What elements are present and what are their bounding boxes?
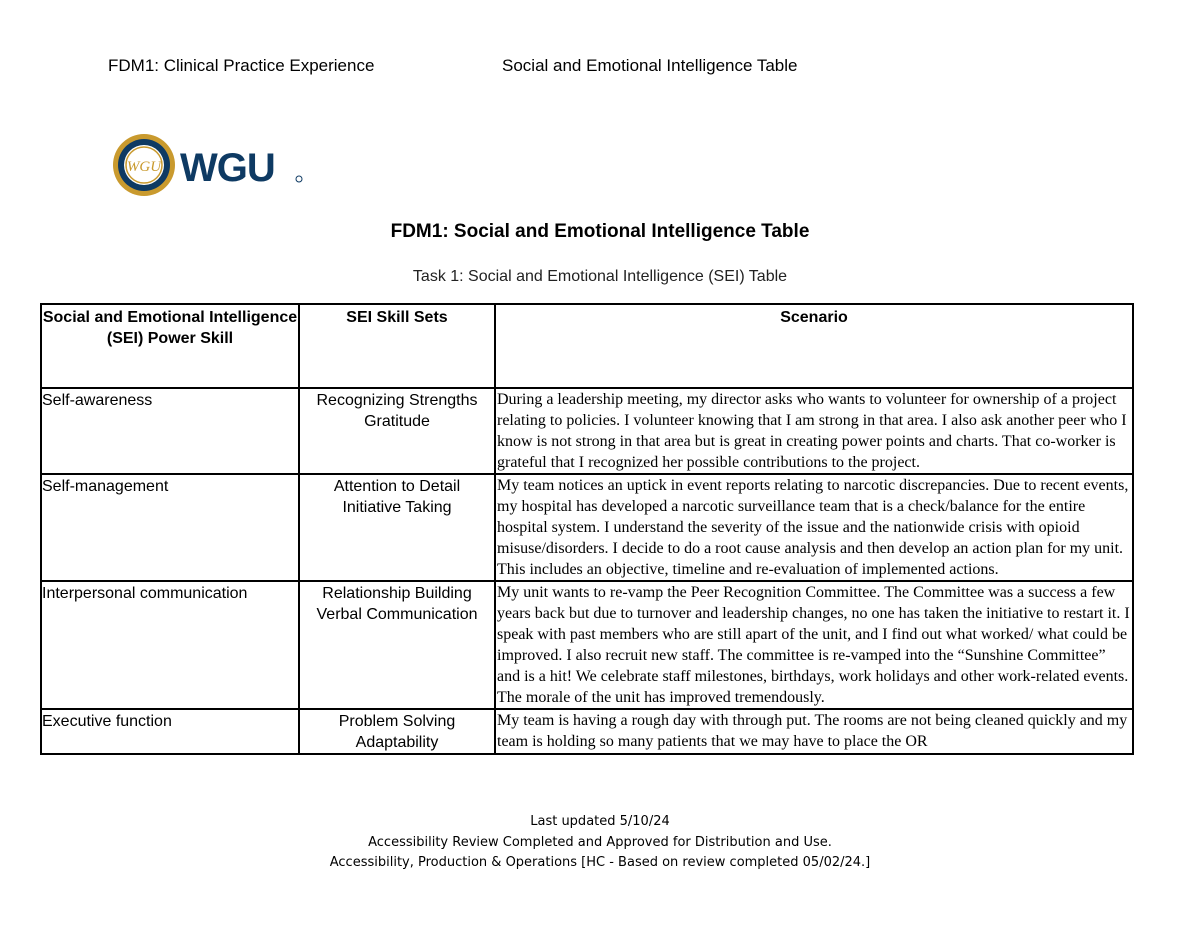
page-subtitle: Task 1: Social and Emotional Intelligence (SEI) Table — [412, 268, 788, 285]
table-row — [41, 474, 1133, 581]
skill-item: Attention to Detail — [333, 478, 461, 495]
skill-item: Relationship Building — [322, 585, 472, 602]
table-row — [41, 581, 1133, 709]
table-row — [41, 388, 1133, 474]
footer-last-updated: Last updated 5/10/24 — [530, 814, 670, 829]
table-header-row — [41, 304, 1133, 388]
wgu-logo — [112, 133, 308, 197]
skill-item: Verbal Communication — [316, 606, 478, 623]
header-course-title: FDM1: Clinical Practice Experience — [108, 56, 375, 75]
header-document-title: Social and Emotional Intelligence Table — [502, 56, 798, 75]
scenario-cell — [495, 709, 1133, 754]
page-title: FDM1: Social and Emotional Intelligence Table — [390, 221, 810, 242]
table-row — [41, 709, 1133, 754]
skill-item: Gratitude — [364, 413, 430, 430]
power-skill-cell: Executive function — [41, 709, 299, 754]
scenario-cell: My unit wants to re-vamp the Peer Recognition Committee. The Committee was a success a few years back but due to turnover and leadership changes, no one has taken the initiative to restart it. I speak with past members who are still apart of the unit, and I find out what worked/ what could be improved. I also recruit new staff. The committee is re-vamped into the “Sunshine Committee” and is a hit! We celebrate staff milestones, birthdays, work holidays and other work-related events. The morale of the unit has improved tremendously. — [495, 581, 1133, 709]
skill-item: Adaptability — [355, 734, 439, 751]
scenario-cell: During a leadership meeting, my director asks who wants to volunteer for ownership of a project relating to policies. I volunteer knowing that I am strong in that area. I also ask another peer who I know is not strong in that area but is great in creating power points and charts. That co-worker is grateful that I recognized her possible contributions to the project. — [495, 388, 1133, 474]
footer-accessibility: Accessibility Review Completed and Approved for Distribution and Use. — [368, 835, 832, 850]
header-power-skill: Social and Emotional Intelligence (SEI) Power Skill — [41, 304, 299, 388]
power-skill-cell: Self-awareness — [41, 388, 299, 474]
skill-item: Initiative Taking — [342, 499, 452, 516]
scenario-cell: My team notices an uptick in event reports relating to narcotic discrepancies. Due to recent events, my hospital has developed a narcotic surveillance team that is a check/balance for the entire hospital system. I understand the severity of the issue and the nationwide crisis with opioid misuse/disorders. I decide to do a root cause analysis and then develop an action plan for my unit. This includes an objective, timeline and re-evaluation of implemented actions. — [495, 474, 1133, 581]
skill-item: Recognizing Strengths — [316, 392, 478, 409]
footer-operations: Accessibility, Production & Operations [HC - Based on review completed 05/02/24.] — [329, 855, 871, 870]
scenario-text: My team is having a rough day with through put. The rooms are not being cleaned quickly and my team is holding so many patients that we may have to place the OR — [497, 712, 1128, 750]
header-skill-sets: SEI Skill Sets — [299, 304, 495, 388]
skill-sets-cell — [299, 709, 495, 754]
skill-sets-cell — [299, 388, 495, 474]
skill-sets-cell — [299, 474, 495, 581]
svg-text:WGU: WGU — [180, 146, 275, 190]
sei-table — [40, 303, 1134, 755]
header-scenario: Scenario — [495, 304, 1133, 388]
svg-text:WGU: WGU — [126, 159, 162, 175]
skill-sets-cell — [299, 581, 495, 709]
skill-item: Problem Solving — [338, 713, 456, 730]
power-skill-cell: Interpersonal communication — [41, 581, 299, 709]
power-skill-cell: Self-management — [41, 474, 299, 581]
